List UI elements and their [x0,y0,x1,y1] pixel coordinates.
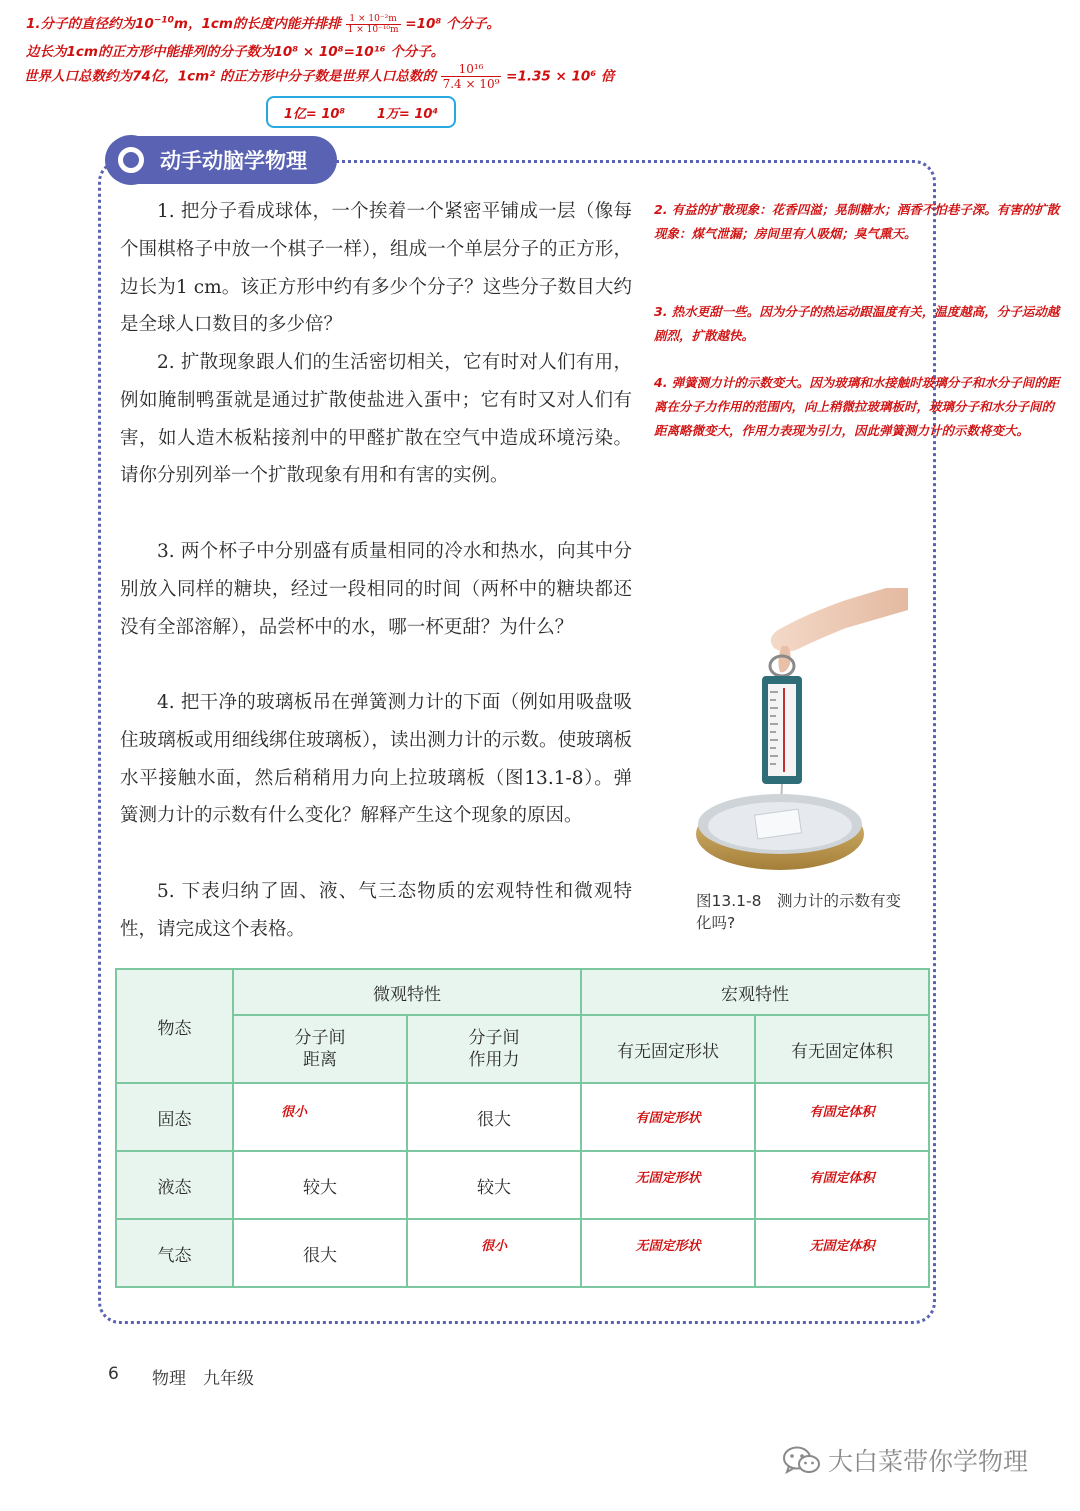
cell-distance: 很小 [233,1083,407,1151]
cell-force: 很大 [407,1083,581,1151]
watermark [782,1442,1028,1478]
row-state: 液态 [116,1151,233,1219]
note-line-3-a: 世界人口总数约为74亿，1cm² 的正方形中分子数是世界人口总数的 [24,68,436,85]
cell-force: 很小 [407,1219,581,1287]
row-state: 固态 [116,1083,233,1151]
hand-icon [771,588,908,652]
watermark-text: 大白菜带你学物理 [828,1447,1029,1476]
fraction-denominator: 1 × 10⁻¹⁰m [347,24,399,35]
header-macro: 宏观特性 [581,969,929,1015]
page-number: 6 [108,1364,119,1384]
note-fraction-1 [346,14,401,35]
fraction-numerator: 10¹⁶ [441,62,502,77]
table-row [116,1083,929,1151]
cell-force: 较大 [407,1151,581,1219]
cell-volume: 无固定体积 [755,1219,929,1287]
table-row [116,1151,929,1219]
note-exponent: −10 [153,15,174,26]
spring-scale-figure [696,588,908,876]
note-line-3-b: =1.35 × 10⁶ 倍 [506,68,615,85]
cell-volume: 有固定体积 [755,1083,929,1151]
cell-shape: 有固定形状 [581,1083,755,1151]
subheader-volume: 有无固定体积 [755,1015,929,1083]
question-3: 3. 两个杯子中分别盛有质量相同的冷水和热水，向其中分别放入同样的糖块，经过一段相同的时间（两杯中的糖块都还没有全部溶解），品尝杯中的水，哪一杯更甜？为什么？ [120,541,632,638]
note-line-1-a: 1.分子的直径约为10 [26,16,154,32]
table-row [116,1219,929,1287]
subheader-force: 分子间 作用力 [407,1015,581,1083]
answer-3: 3. 热水更甜一些。因为分子的热运动跟温度有关，温度越高，分子运动越剧烈，扩散越快。 [654,304,1060,343]
question-4: 4. 把干净的玻璃板吊在弹簧测力计的下面（例如用吸盘吸住玻璃板或用细线绑住玻璃板），读出测力计的示数。使玻璃板水平接触水面，然后稍稍用力向上拉玻璃板（图13.1-8）。弹簧测力计的示数有什么变化？解释产生这个现象的原因。 [120,692,632,827]
fraction-denominator: 7.4 × 10⁹ [442,77,500,91]
ring-icon [118,147,144,173]
cell-distance: 较大 [233,1151,407,1219]
cell-distance: 很大 [233,1219,407,1287]
question-5: 5. 下表归纳了固、液、气三态物质的宏观特性和微观特性，请完成这个表格。 [120,881,632,940]
note-line-3 [24,62,614,91]
unit-wan: 1万= 10⁴ [376,106,439,122]
cell-shape: 无固定形状 [581,1219,755,1287]
book-title: 物理 九年级 [152,1369,254,1389]
answer-4: 4. 弹簧测力计的示数变大。因为玻璃和水接触时玻璃分子和水分子间的距离在分子力作用的范围内，向上稍微拉玻璃板时，玻璃分子和水分子间的距离略微变大，作用力表现为引力，因此弹簧测力计的示数将变大。 [654,375,1060,438]
section-title: 动手动脑学物理 [160,149,307,173]
header-micro: 微观特性 [233,969,581,1015]
note-line-1-c: =10⁸ 个分子。 [405,16,500,32]
row-state: 气态 [116,1219,233,1287]
answer-2: 2. 有益的扩散现象：花香四溢；晃制糖水；酒香不怕巷子深。有害的扩散现象：煤气泄漏；房间里有人吸烟；臭气熏天。 [654,202,1060,241]
cell-shape: 无固定形状 [581,1151,755,1219]
note-fraction-2 [441,62,502,91]
question-1: 1. 把分子看成球体，一个挨着一个紧密平铺成一层（像每个围棋格子中放一个棋子一样），组成一个单层分子的正方形，边长为1 cm。该正方形中约有多少个分子？这些分子数目大约是全球人口数目的多少倍？ [120,201,632,336]
question-2: 2. 扩散现象跟人们的生活密切相关，它有时对人们有用，例如腌制鸭蛋就是通过扩散使盐进入蛋中；它有时又对人们有害，如人造木板粘接剂中的甲醛扩散在空气中造成环境污染。请你分别列举一个扩散现象有用和有害的实例。 [120,352,632,487]
figure-caption: 图13.1-8 测力计的示数有变化吗? [696,892,901,932]
states-table [115,968,930,1288]
header-state: 物态 [116,969,233,1083]
note-line-2: 边长为1cm的正方形中能排列的分子数为10⁸ × 10⁸=10¹⁶ 个分子。 [26,44,445,60]
note-line-1-b: m，1cm的长度内能并排排 [173,16,341,32]
unit-box [266,96,456,128]
unit-yi: 1亿= 10⁸ [283,106,346,122]
fraction-numerator: 1 × 10⁻²m [346,14,401,25]
subheader-shape: 有无固定形状 [581,1015,755,1083]
cell-volume: 有固定体积 [755,1151,929,1219]
subheader-distance: 分子间 距离 [233,1015,407,1083]
note-line-1 [26,12,500,35]
wechat-icon [782,1445,822,1475]
